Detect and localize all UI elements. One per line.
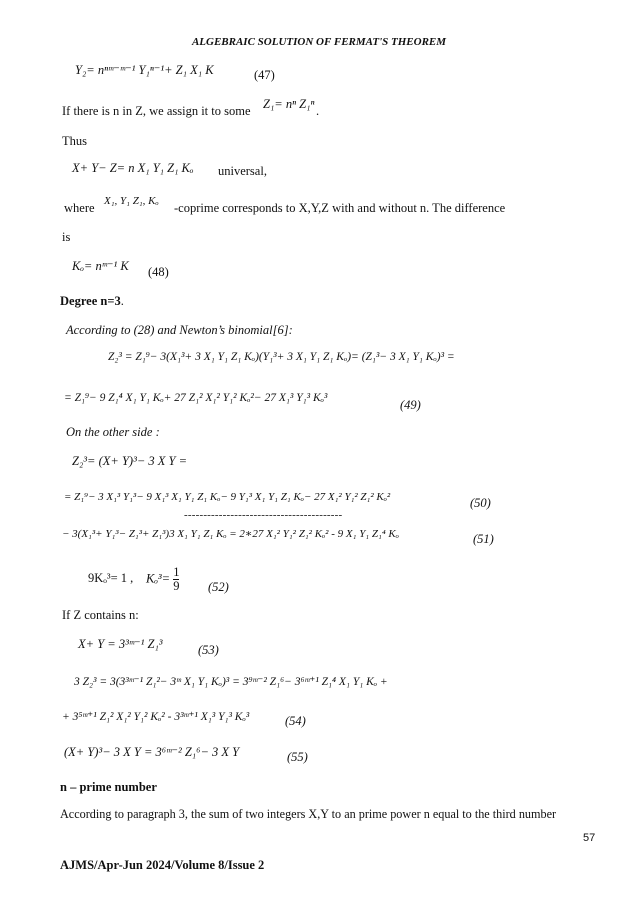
equation-48: Kₒ= nᵐ⁻¹ K xyxy=(72,259,129,273)
equation-number-55: (55) xyxy=(287,750,308,764)
inline-equation: Z₁= nⁿ Z₁ⁿ xyxy=(263,97,315,111)
fraction-numerator: 1 xyxy=(173,565,180,579)
equation-z2-cubed: Z₂³= (X+ Y)³− 3 X Y = xyxy=(72,454,188,468)
journal-footer: AJMS/Apr-Jun 2024/Volume 8/Issue 2 xyxy=(60,858,265,872)
paragraph-text: According to (28) and Newton’s binomial[6]: xyxy=(66,323,293,337)
paragraph-text: Thus xyxy=(62,134,87,148)
paragraph-text: If Z contains n: xyxy=(62,608,139,622)
equation-number-50: (50) xyxy=(470,496,491,510)
paragraph-text: On the other side : xyxy=(66,425,160,439)
inline-equation: X₁, Y₁ Z₁, Kₒ xyxy=(104,195,159,207)
running-header: ALGEBRAIC SOLUTION OF FERMAT'S THEOREM xyxy=(191,36,447,48)
fraction-one-ninth xyxy=(173,566,179,593)
equation-number-48: (48) xyxy=(148,265,169,279)
paragraph-text: According to paragraph 3, the sum of two integers X,Y to an prime power n equal to the third number xyxy=(60,807,557,821)
section-heading: Degree n=3. xyxy=(60,294,124,308)
equation-universal: X+ Y− Z= n X₁ Y₁ Z₁ Kₒ xyxy=(72,161,194,175)
section-heading: n – prime number xyxy=(60,780,157,794)
equation-55: (X+ Y)³− 3 X Y = 3⁶ᵐ⁻² Z₁⁶− 3 X Y xyxy=(64,745,240,759)
equation-54a: 3 Z₂³ = 3(3³ᵐ⁻¹ Z₁²− 3ᵐ X₁ Y₁ Kₒ)³ = 3⁹ᵐ⁻² Z₁⁶− 3⁶ᵐ⁺¹ Z₁⁴ X₁ Y₁ Kₒ + xyxy=(74,676,388,688)
equation-number-49: (49) xyxy=(400,398,421,412)
paragraph-text: is xyxy=(62,230,71,244)
equation-51: − 3(X₁³+ Y₁³− Z₁³+ Z₁³)3 X₁ Y₁ Z₁ Kₒ = 2∗27 X₁² Y₁² Z₁² Kₒ² - 9 X₁ Y₁ Z₁⁴ Kₒ xyxy=(62,528,399,540)
equation-number-47: (47) xyxy=(254,68,275,82)
paragraph-text: where xyxy=(64,201,95,215)
equation-50: = Z₁⁹− 3 X₁³ Y₁³− 9 X₁³ X₁ Y₁ Z₁ Kₒ− 9 Y₁³ X₁ Y₁ Z₁ Kₒ− 27 X₁² Y₁² Z₁² Kₒ² xyxy=(64,491,391,503)
equation-52a: 9Kₒ³= 1 , xyxy=(88,571,134,585)
period: . xyxy=(316,104,320,118)
equation-52b xyxy=(146,566,179,593)
equation-number-53: (53) xyxy=(198,643,219,657)
equation-number-54: (54) xyxy=(285,714,306,728)
equation-47: Y₂= nⁿᵐ⁻ᵐ⁻¹ Y₁ⁿ⁻¹+ Z₁ X₁ K xyxy=(75,63,214,77)
equation-54b: + 3⁵ᵐ⁺¹ Z₁² X₁² Y₁² Kₒ² - 3³ᵐ⁺¹ X₁³ Y₁³ Kₒ³ xyxy=(62,711,250,723)
equation-49: = Z₁⁹− 9 Z₁⁴ X₁ Y₁ Kₒ+ 27 Z₁² X₁² Y₁² Kₒ²− 27 X₁³ Y₁³ Kₒ³ xyxy=(64,392,328,404)
equation-binomial: Z₂³ = Z₁⁹− 3(X₁³+ 3 X₁ Y₁ Z₁ Kₒ)(Y₁³+ 3 X₁ Y₁ Z₁ Kₒ)= (Z₁³− 3 X₁ Y₁ Kₒ)³ = xyxy=(108,351,455,363)
paragraph-text: If there is n in Z, we assign it to some xyxy=(62,104,251,118)
page-number: 57 xyxy=(583,832,596,844)
k0-cubed-label: Kₒ³= xyxy=(146,571,171,586)
equation-number-52: (52) xyxy=(208,580,229,594)
equation-number-51: (51) xyxy=(473,532,494,546)
paragraph-text: universal, xyxy=(218,164,267,178)
paragraph-text: -coprime corresponds to X,Y,Z with and without n. The difference xyxy=(174,201,506,215)
dashed-separator: ----------------------------------------- xyxy=(184,509,343,521)
fraction-denominator: 9 xyxy=(173,579,180,593)
equation-53: X+ Y = 3³ᵐ⁻¹ Z₁³ xyxy=(78,637,163,651)
